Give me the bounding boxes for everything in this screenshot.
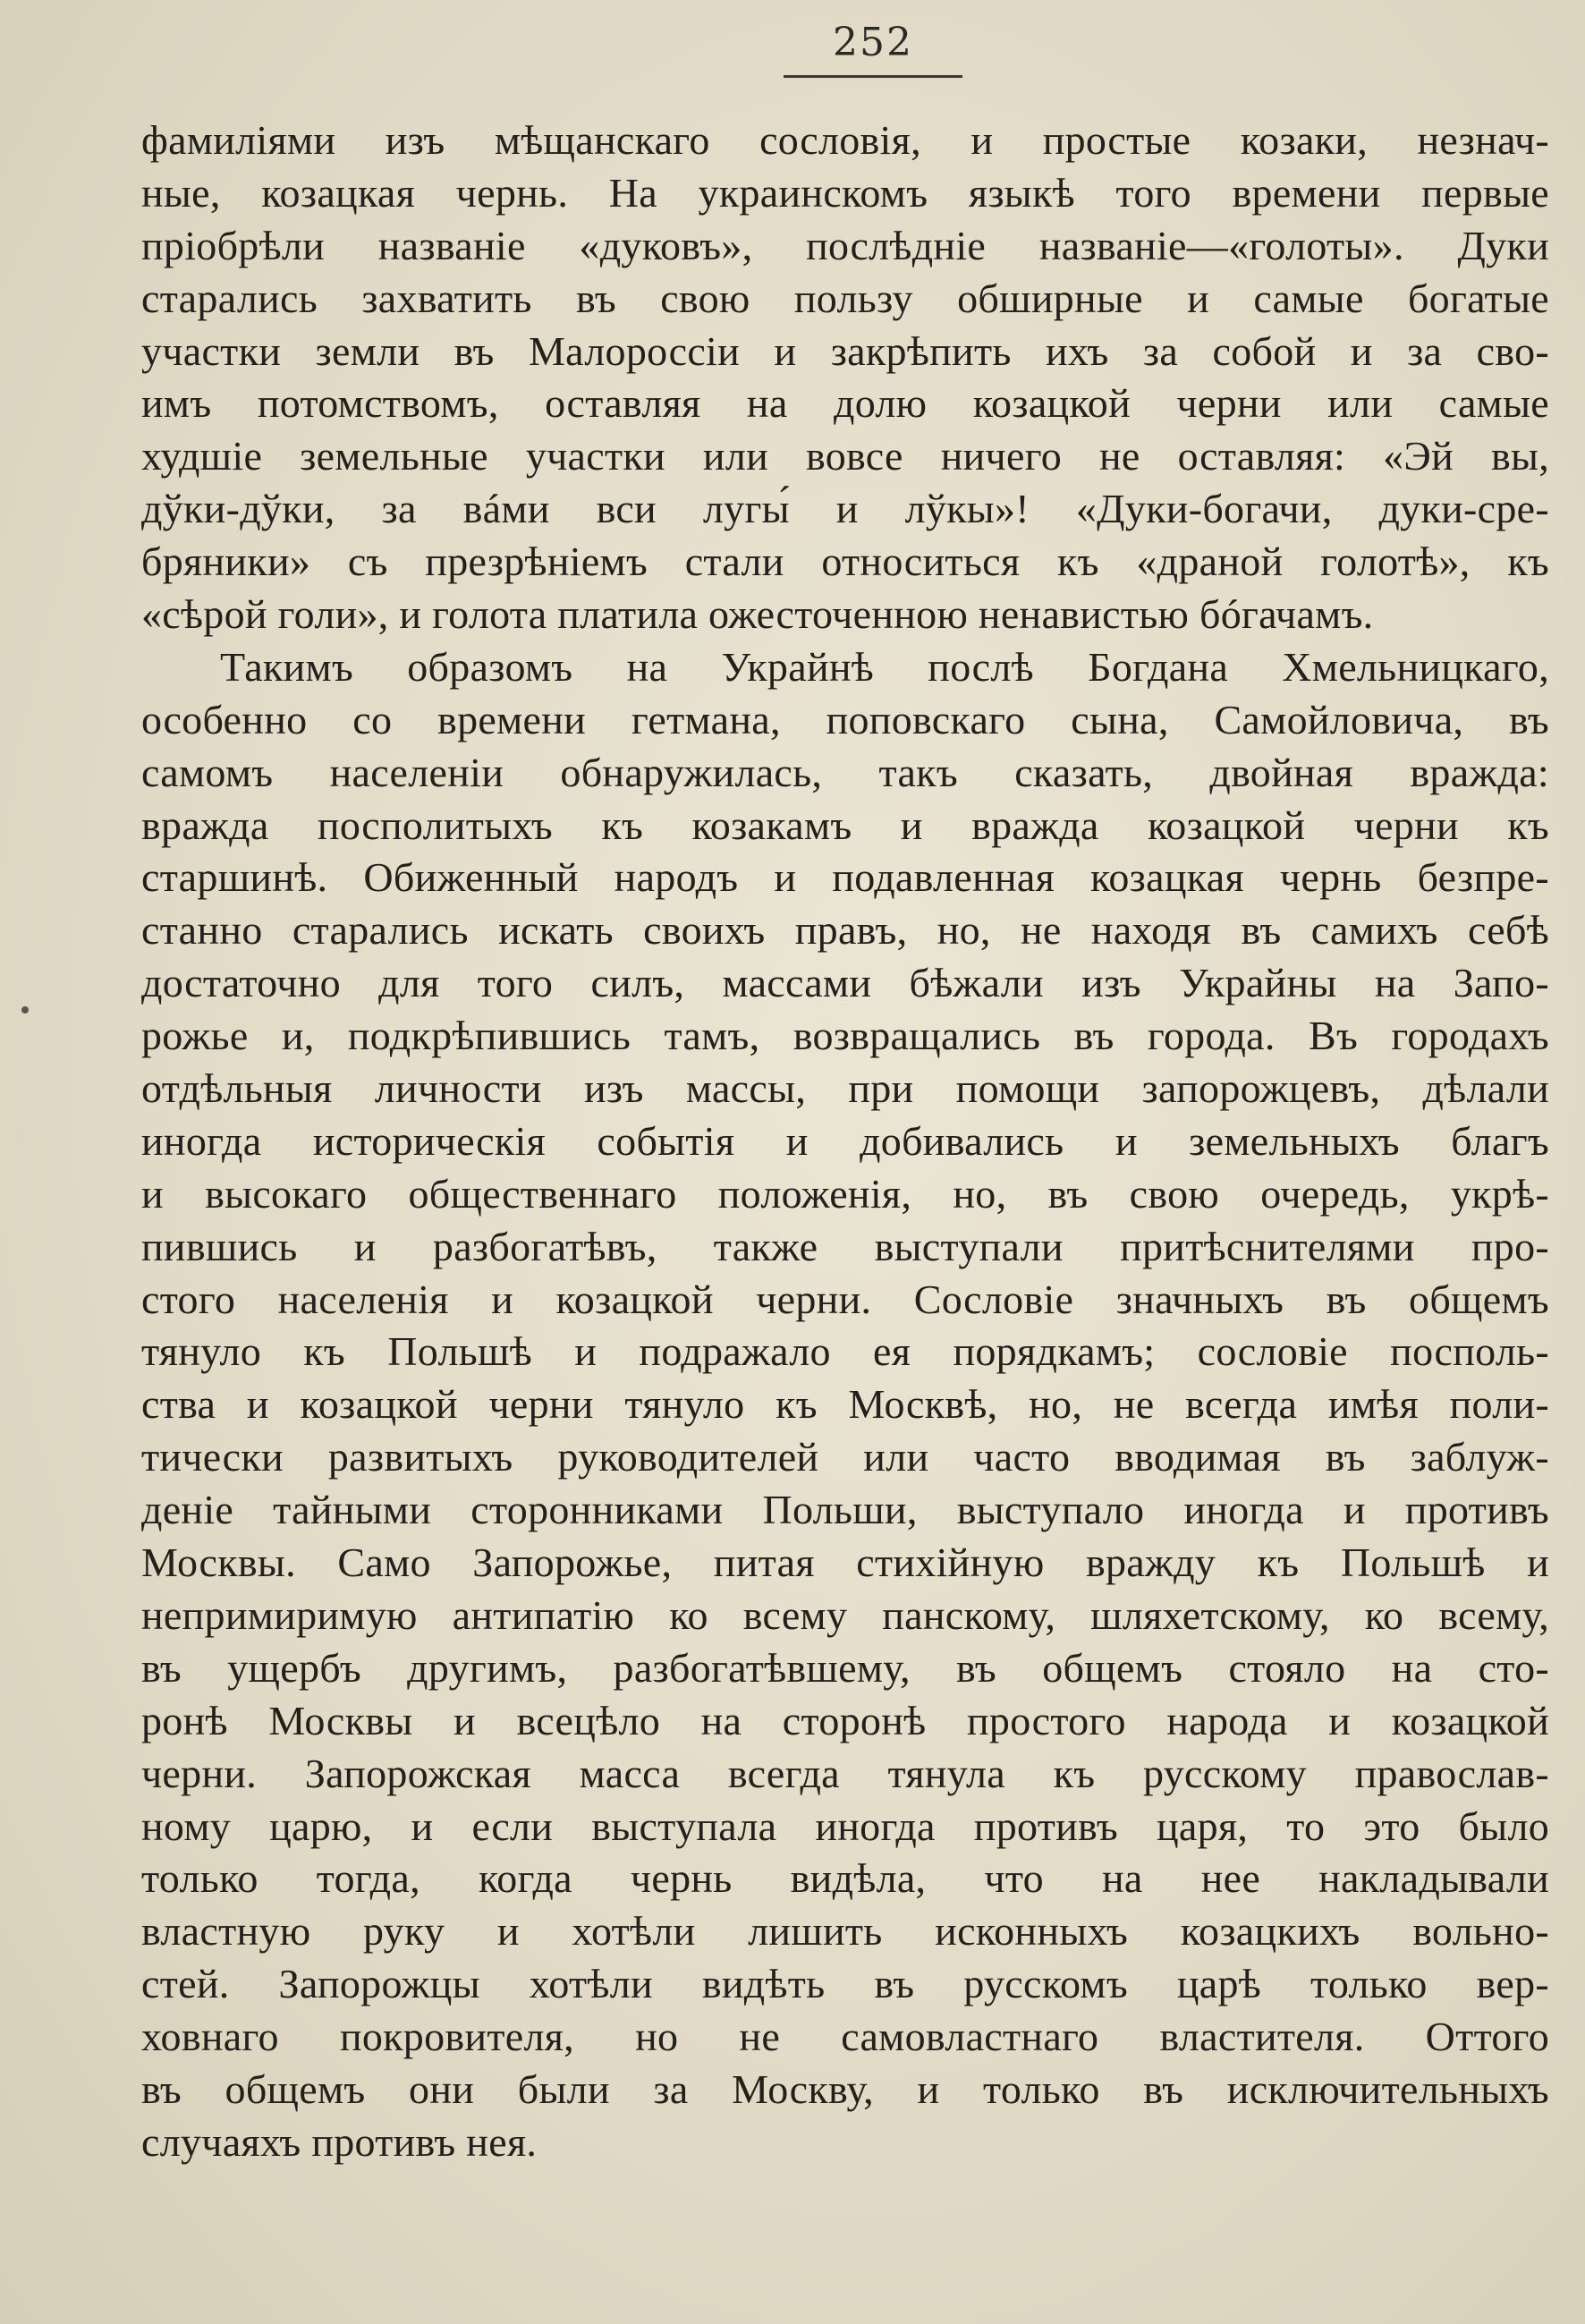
text-line: особенно со времени гетмана, поповскаго сына, Самойловича, въ <box>141 696 1549 742</box>
text-line: въ ущербъ другимъ, разбогатѣвшему, въ общемъ стояло на сто- <box>141 1644 1549 1691</box>
text-line: ства и козацкой черни тянуло къ Москвѣ, но, не всегда имѣя поли- <box>141 1381 1549 1428</box>
text-line: бряники» съ презрѣніемъ стали относиться къ «драной голотѣ», къ <box>141 539 1549 585</box>
text-line: достаточно для того силъ, массами бѣжали изъ Украйны на Запо- <box>141 960 1549 1006</box>
text-line: ронѣ Москвы и всецѣло на сторонѣ простого народа и козацкой <box>141 1697 1549 1743</box>
text-line: въ общемъ они были за Москву, и только въ исключительныхъ <box>141 2065 1549 2112</box>
text-line: старались захватить въ свою пользу обширные и самые богатые <box>141 275 1549 321</box>
paragraph-end-line: случаяхъ противъ нея. <box>141 2118 538 2165</box>
text-line: деніе тайными сторонниками Польши, выступало иногда и противъ <box>141 1487 1549 1533</box>
text-line: черни. Запорожская масса всегда тянула къ русскому православ- <box>141 1750 1549 1796</box>
text-line: пившись и разбогатѣвъ, также выступали притѣснителями про- <box>141 1223 1549 1269</box>
paragraph-end-line: «сѣрой голи», и голота платила ожесточенною ненавистью бóгачамъ. <box>141 591 1374 638</box>
text-line: тически развитыхъ руководителей или часто вводимая въ заблуж- <box>141 1434 1549 1480</box>
text-line: фамиліями изъ мѣщанскаго сословія, и простые козаки, незнач- <box>141 117 1549 163</box>
body-text <box>141 115 1549 2169</box>
text-line: станно старались искать своихъ правъ, но, не находя въ самихъ себѣ <box>141 907 1549 954</box>
text-line: иногда историческія событія и добивались и земельныхъ благъ <box>141 1117 1549 1164</box>
text-line: и высокаго общественнаго положенія, но, въ свою очередь, укрѣ- <box>141 1170 1549 1217</box>
text-line: отдѣльныя личности изъ массы, при помощи запорожцевъ, дѣлали <box>141 1065 1549 1112</box>
text-line: Москвы. Само Запорожье, питая стихійную вражду къ Польшѣ и <box>141 1539 1549 1586</box>
text-line: имъ потомствомъ, оставляя на долю козацкой черни или самые <box>141 380 1549 427</box>
text-line: ховнаго покровителя, но не самовластнаго властителя. Оттого <box>141 2014 1549 2060</box>
text-line: непримиримую антипатію ко всему панскому, шляхетскому, ко всему, <box>141 1591 1549 1638</box>
text-line: худшіе земельные участки или вовсе ничего не оставляя: «Эй вы, <box>141 433 1549 479</box>
text-line: участки земли въ Малороссіи и закрѣпить ихъ за собой и за сво- <box>141 327 1549 374</box>
text-line: пріобрѣли названіе «дуковъ», послѣдніе названіе—«голоты». Дуки <box>141 222 1549 268</box>
text-line: ные, козацкая чернь. На украинскомъ языкѣ того времени первые <box>141 169 1549 216</box>
text-line: стей. Запорожцы хотѣли видѣть въ русскомъ царѣ только вер- <box>141 1961 1549 2007</box>
text-line: ному царю, и если выступала иногда противъ царя, то это было <box>141 1802 1549 1849</box>
text-line: старшинѣ. Обиженный народъ и подавленная козацкая чернь безпре- <box>141 854 1549 901</box>
text-line: только тогда, когда чернь видѣла, что на нее накладывали <box>141 1855 1549 1902</box>
text-line: стого населенія и козацкой черни. Сословіе значныхъ въ общемъ <box>141 1276 1549 1322</box>
page-number: 252 <box>833 20 913 65</box>
text-line: дўки-дўки, за вáми вси лугы́ и лўкы»! «Дуки-богачи, дуки-сре- <box>141 486 1549 532</box>
page-number-rule <box>784 75 962 78</box>
text-line: властную руку и хотѣли лишить исконныхъ козацкихъ вольно- <box>141 1908 1549 1955</box>
text-line: рожье и, подкрѣпившись тамъ, возвращались въ города. Въ городахъ <box>141 1013 1549 1059</box>
text-line: вражда посполитыхъ къ козакамъ и вражда козацкой черни къ <box>141 802 1549 848</box>
text-line: самомъ населеніи обнаружилась, такъ сказать, двойная вражда: <box>141 749 1549 795</box>
paragraph-start-line: Такимъ образомъ на Украйнѣ послѣ Богдана Хмельницкаго, <box>220 643 1549 690</box>
text-line: тянуло къ Польшѣ и подражало ея порядкамъ; сословіе посполь- <box>141 1328 1549 1375</box>
margin-speck <box>21 1006 29 1014</box>
